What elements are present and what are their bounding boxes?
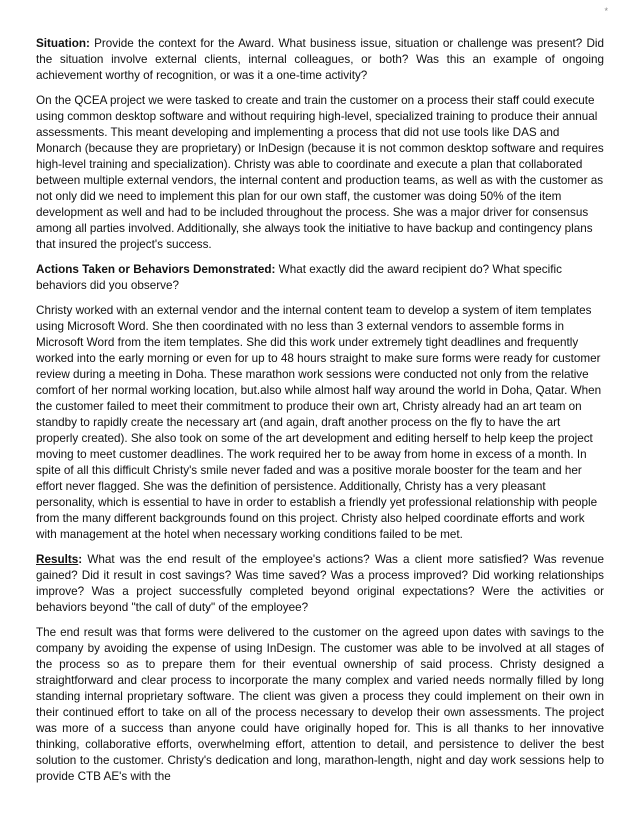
results-prompt-text: What was the end result of the employee's actions? Was a client more satisfied? Was revenue gained? Did it result in cost savings? Was time saved? Was a process improved? Did working relationships improve? Was a project successfully completed beyond original expectations? Were the activities or behaviors beyond "the call of duty" of the employee? [36,553,604,614]
actions-prompt [36,262,604,294]
situation-label: Situation: [36,37,90,50]
actions-prompt-text: What exactly did the award recipient do? What specific behaviors did you observe? [36,263,562,292]
results-body: The end result was that forms were delivered to the customer on the agreed upon dates with savings to the company by avoiding the expense of using InDesign. The customer was able to be involved at all stages of the process so as to prepare them for their eventual ownership of said process. Christy designed a straightforward and clear process to incorporate the many complex and varied needs normally filled by long standing internal proprietary software. The client was given a process they could implement on their own in their continued effort to take on all of the process necessary to develop their own assessments. The project was more of a success than anyone could have originally hoped for. This is all thanks to her innovative thinking, collaborative efforts, overwhelming effort, attention to detail, and persistence to deliver the best solution to the customer. Christy's dedication and long, marathon-length, night and day work sessions help to provide CTB AE's with the [36,626,604,783]
actions-label: Actions Taken or Behaviors Demonstrated: [36,263,276,276]
situation-body: On the QCEA project we were tasked to create and train the customer on a process their staff could execute using common desktop software and without requiring high-level, specialized training to produce their annual assessments. This meant developing and implementing a process that did not use tools like DAS and Monarch (because they are proprietary) or InDesign (because it is not common desktop software and requires high-level training and specialization). Christy was able to coordinate and execute a plan that collaborated between multiple external vendors, the internal content and production teams, as well as with the customer as not only did we need to implement this plan for our own staff, the customer was doing 50% of the item development as well and had to be included throughout the process. She was a major driver for consensus among all parties involved. Additionally, she always took the initiative to have backup and contingency plans that insured the project's success. [36,94,604,251]
results-label: Results [36,553,79,566]
results-colon: : [78,553,83,566]
actions-body: Christy worked with an external vendor and the internal content team to develop a system of item templates using Microsoft Word. She then coordinated with no less than 3 external vendors to assemble forms in Microsoft Word from the item templates. She did this work under extremely tight deadlines and frequently worked into the early morning or even for up to 48 hours straight to make sure forms were ready for customer review during a meeting in Doha. These marathon work sessions were conducted not only from the relative comfort of her normal working location, but.also while almost half way around the world in Doha, Qatar. When the customer failed to meet their commitment to produce their own art, Christy already had an art team on standby to rapidly create the necessary art (and again, draft another process on the fly to have the art properly created). She also took on some of the art development and editing herself to help keep the project moving to meet customer deadlines. The work required her to be away from home in excess of a month. In spite of all this difficult Christy's smile never faded and was a positive morale booster for the team and her effort never flagged. She was the definition of persistence. Additionally, Christy has a very pleasant personality, which is essential to have in order to establish a friendly yet professional relationship with people from the many different backgrounds found on this project. Christy also helped coordinate efforts and work with management at the hotel when necessary working conditions failed to be met. [36,304,602,541]
corner-mark: * [604,6,608,16]
situation-prompt [36,36,604,84]
document-page [36,36,604,794]
results-prompt [36,552,604,616]
situation-prompt-text: Provide the context for the Award. What business issue, situation or challenge was present? Did the situation involve external clients, internal colleagues, or both? Was this an example of ongoing achievement worthy of recognition, or was it a one-time activity? [36,37,604,82]
